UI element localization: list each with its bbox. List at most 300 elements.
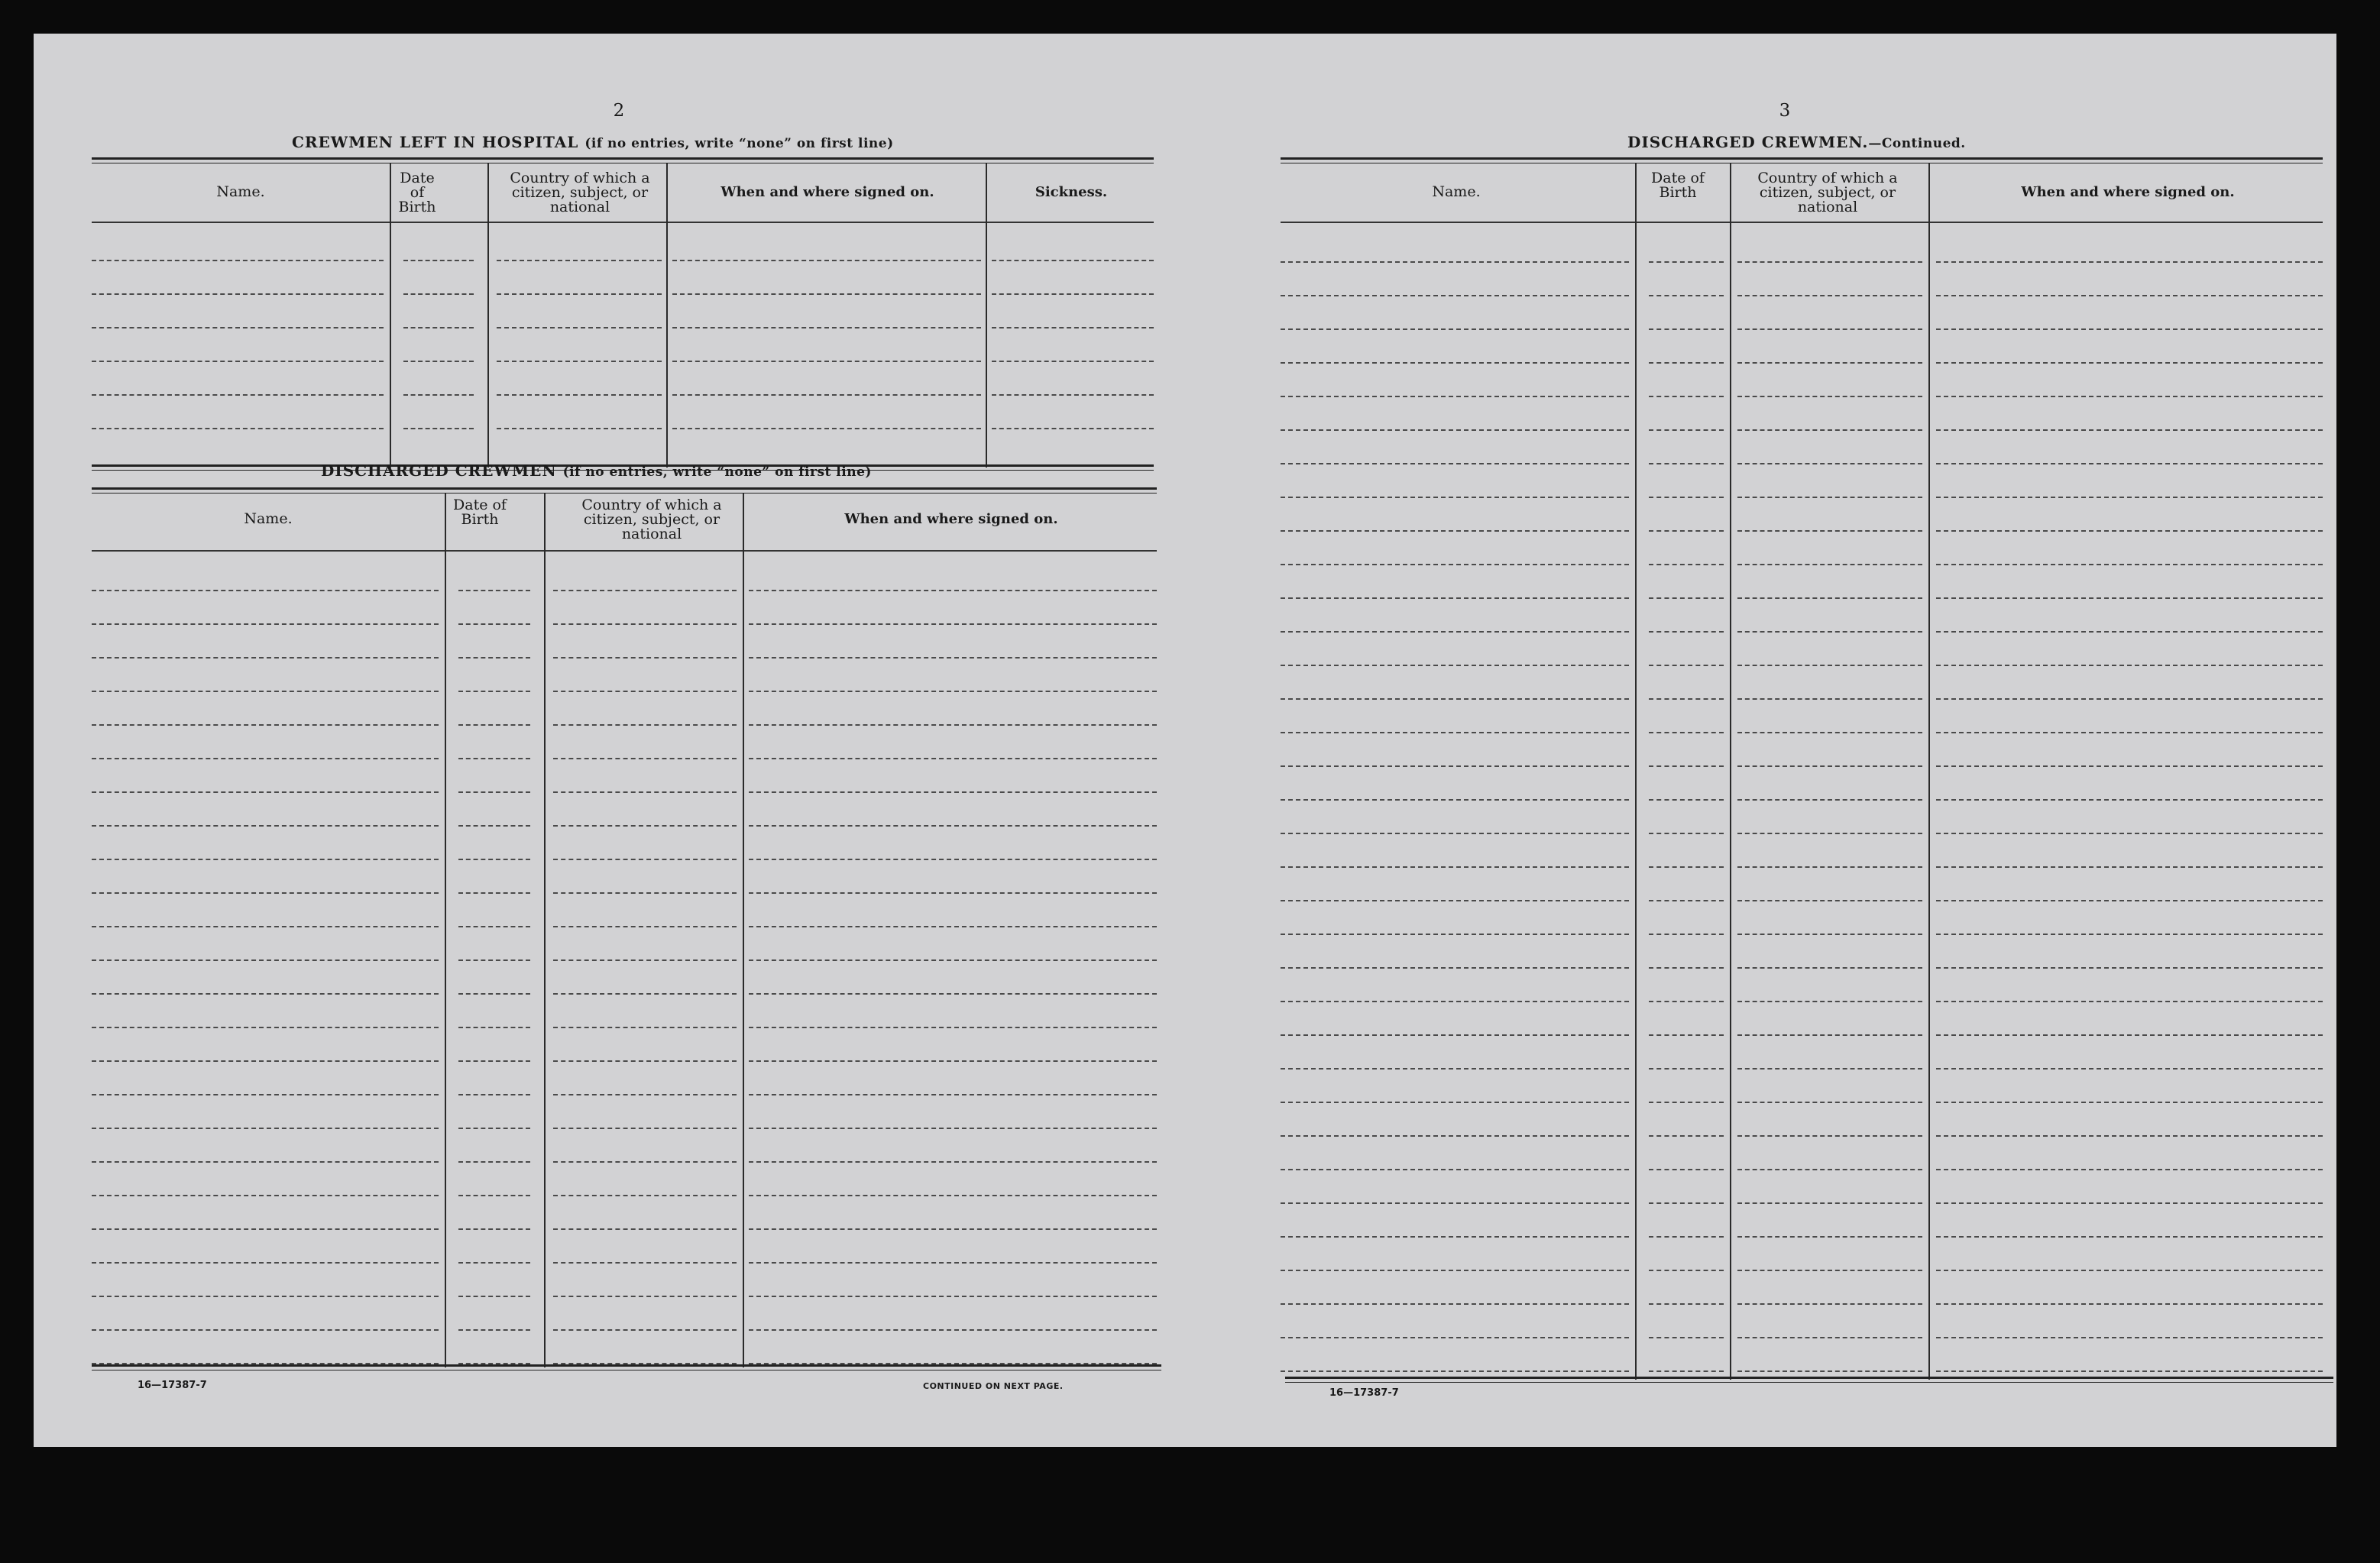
entry-line <box>1649 328 1724 330</box>
entry-line <box>1281 1337 1629 1338</box>
entry-line <box>1649 1370 1724 1372</box>
entry-line <box>1936 295 2323 296</box>
entry-line <box>403 293 474 295</box>
entry-line <box>1649 934 1724 935</box>
discharged-continued-title-main: DISCHARGED CREWMEN. <box>1627 133 1869 151</box>
discharged-header-rule <box>92 550 1157 552</box>
entry-line <box>1649 1202 1724 1204</box>
entry-line <box>92 1027 439 1028</box>
entry-line <box>92 825 439 827</box>
form-code: 16—17387-7 <box>1329 1387 1399 1399</box>
document-sheet <box>34 34 2336 1447</box>
entry-line <box>749 825 1157 827</box>
entry-line <box>1737 1135 1922 1137</box>
hospital-header-sickness: Sickness. <box>1035 184 1108 200</box>
entry-line <box>403 260 474 261</box>
entry-line <box>553 758 737 759</box>
entry-line <box>1737 1102 1922 1103</box>
entry-line <box>458 1094 530 1095</box>
continued-header-name: Name. <box>1432 183 1481 200</box>
continued-header-dob: Date of Birth <box>1651 170 1705 201</box>
entry-line <box>1649 665 1724 666</box>
entry-line <box>749 1228 1157 1230</box>
entry-line <box>1737 1169 1922 1170</box>
entry-line <box>497 327 662 328</box>
entry-line <box>1936 1370 2323 1372</box>
entry-line <box>992 327 1154 328</box>
entry-line <box>1649 1236 1724 1238</box>
entry-line <box>92 361 384 362</box>
entry-line <box>458 825 530 827</box>
entry-line <box>1737 1001 1922 1002</box>
entry-line <box>553 791 737 793</box>
entry-line <box>1737 765 1922 767</box>
hospital-col-divider-4 <box>986 163 987 468</box>
entry-line <box>553 1228 737 1230</box>
entry-line <box>1936 261 2323 263</box>
entry-line <box>458 1296 530 1297</box>
discharged-title-note: (if no entries, write “none” on first line) <box>562 464 872 480</box>
entry-line <box>1936 497 2323 498</box>
discharged-continued-title <box>1627 133 1966 151</box>
entry-line <box>1936 1034 2323 1036</box>
entry-line <box>1649 967 1724 969</box>
entry-line <box>458 724 530 726</box>
entry-line <box>1936 934 2323 935</box>
entry-line <box>749 926 1157 927</box>
entry-line <box>1281 765 1629 767</box>
entry-line <box>1737 1337 1922 1338</box>
discharged-col-divider-2 <box>544 493 546 1367</box>
entry-line <box>458 959 530 961</box>
entry-line <box>403 394 474 396</box>
discharged-title-main: DISCHARGED CREWMEN <box>321 461 557 480</box>
entry-line <box>749 959 1157 961</box>
entry-line <box>749 1195 1157 1196</box>
entry-line <box>1936 665 2323 666</box>
discharged-top-rule <box>92 487 1157 493</box>
entry-line <box>672 428 981 429</box>
entry-line <box>1737 295 1922 296</box>
entry-line <box>1281 1169 1629 1170</box>
entry-line <box>458 926 530 927</box>
entry-line <box>1649 530 1724 532</box>
entry-line <box>1281 328 1629 330</box>
entry-line <box>749 1060 1157 1062</box>
entry-line <box>1281 564 1629 565</box>
entry-line <box>1281 934 1629 935</box>
entry-line <box>1936 833 2323 834</box>
entry-line <box>749 1329 1157 1331</box>
entry-line <box>458 791 530 793</box>
entry-line <box>1281 1001 1629 1002</box>
hospital-header-country: Country of which a citizen, subject, or national <box>510 170 650 215</box>
entry-line <box>1281 362 1629 364</box>
entry-line <box>1936 765 2323 767</box>
entry-line <box>553 993 737 995</box>
entry-line <box>749 1262 1157 1264</box>
entry-line <box>92 691 439 692</box>
entry-line <box>749 623 1157 625</box>
discharged-bottom-rule <box>92 1364 1161 1370</box>
entry-line <box>672 361 981 362</box>
hospital-col-divider-2 <box>487 163 489 468</box>
entry-line <box>458 623 530 625</box>
entry-line <box>92 428 384 429</box>
entry-line <box>1737 1068 1922 1070</box>
discharged-section-title <box>321 461 872 480</box>
entry-line <box>553 1060 737 1062</box>
entry-line <box>749 1161 1157 1163</box>
entry-line <box>1649 1337 1724 1338</box>
hospital-header-signed: When and where signed on. <box>720 184 934 200</box>
entry-line <box>1649 732 1724 733</box>
entry-line <box>92 260 384 261</box>
entry-line <box>1649 1068 1724 1070</box>
entry-line <box>1649 1034 1724 1036</box>
entry-line <box>1281 866 1629 868</box>
entry-line <box>1649 261 1724 263</box>
entry-line <box>1649 497 1724 498</box>
entry-line <box>92 926 439 927</box>
continued-col-divider-2 <box>1730 163 1731 1380</box>
entry-line <box>553 1161 737 1163</box>
entry-line <box>92 1262 439 1264</box>
entry-line <box>1936 1102 2323 1103</box>
entry-line <box>1936 396 2323 397</box>
entry-line <box>1936 866 2323 868</box>
entry-line <box>553 1296 737 1297</box>
hospital-title-note: (if no entries, write “none” on first line) <box>584 136 894 151</box>
entry-line <box>553 691 737 692</box>
entry-line <box>749 1027 1157 1028</box>
entry-line <box>1936 799 2323 801</box>
entry-line <box>749 892 1157 894</box>
discharged-col-divider-3 <box>743 493 744 1367</box>
entry-line <box>1281 698 1629 700</box>
entry-line <box>1737 1270 1922 1271</box>
entry-line <box>458 691 530 692</box>
discharged-continued-title-suffix: —Continued. <box>1868 136 1966 151</box>
entry-line <box>1737 1303 1922 1305</box>
entry-line <box>1281 1370 1629 1372</box>
entry-line <box>1649 295 1724 296</box>
entry-line <box>92 293 384 295</box>
entry-line <box>1737 362 1922 364</box>
entry-line <box>1737 1236 1922 1238</box>
entry-line <box>458 1262 530 1264</box>
right-page <box>1203 34 2336 1447</box>
entry-line <box>1281 900 1629 901</box>
entry-line <box>672 260 981 261</box>
continued-header-country: Country of which a citizen, subject, or national <box>1757 170 1898 215</box>
entry-line <box>1737 463 1922 464</box>
entry-line <box>1936 1337 2323 1338</box>
entry-line <box>1737 833 1922 834</box>
entry-line <box>497 361 662 362</box>
entry-line <box>1936 1135 2323 1137</box>
entry-line <box>92 1195 439 1196</box>
entry-line <box>1936 1068 2323 1070</box>
entry-line <box>92 1161 439 1163</box>
entry-line <box>553 1329 737 1331</box>
entry-line <box>92 724 439 726</box>
entry-line <box>1936 1236 2323 1238</box>
entry-line <box>1737 261 1922 263</box>
entry-line <box>1281 463 1629 464</box>
entry-line <box>1281 1102 1629 1103</box>
entry-line <box>1936 463 2323 464</box>
entry-line <box>1737 1202 1922 1204</box>
entry-line <box>1281 833 1629 834</box>
entry-line <box>749 859 1157 860</box>
entry-line <box>1649 429 1724 431</box>
entry-line <box>1649 698 1724 700</box>
entry-line <box>553 825 737 827</box>
entry-line <box>1281 295 1629 296</box>
entry-line <box>1649 1169 1724 1170</box>
entry-line <box>1649 1303 1724 1305</box>
discharged-header-signed: When and where signed on. <box>844 511 1058 527</box>
entry-line <box>1936 698 2323 700</box>
entry-line <box>672 293 981 295</box>
form-code: 16—17387-7 <box>138 1380 207 1391</box>
entry-line <box>749 657 1157 659</box>
discharged-col-divider-1 <box>445 493 446 1367</box>
entry-line <box>553 892 737 894</box>
entry-line <box>749 758 1157 759</box>
entry-line <box>92 892 439 894</box>
entry-line <box>749 993 1157 995</box>
entry-line <box>92 1128 439 1129</box>
entry-line <box>458 859 530 860</box>
entry-line <box>992 260 1154 261</box>
entry-line <box>92 859 439 860</box>
hospital-header-name: Name. <box>216 183 265 200</box>
entry-line <box>403 428 474 429</box>
entry-line <box>1649 1135 1724 1137</box>
entry-line <box>1649 1102 1724 1103</box>
entry-line <box>1649 765 1724 767</box>
entry-line <box>1281 631 1629 633</box>
entry-line <box>1936 362 2323 364</box>
entry-line <box>403 361 474 362</box>
discharged-header-name: Name. <box>244 510 293 527</box>
left-page <box>34 34 1203 1447</box>
entry-line <box>1936 1202 2323 1204</box>
entry-line <box>1936 597 2323 599</box>
entry-line <box>92 959 439 961</box>
entry-line <box>497 428 662 429</box>
entry-line <box>1649 597 1724 599</box>
hospital-title-main: CREWMEN LEFT IN HOSPITAL <box>292 133 579 151</box>
entry-line <box>992 428 1154 429</box>
entry-line <box>1737 396 1922 397</box>
entry-line <box>497 394 662 396</box>
entry-line <box>553 1027 737 1028</box>
entry-line <box>749 590 1157 591</box>
hospital-section-title <box>292 133 894 151</box>
entry-line <box>1936 1303 2323 1305</box>
entry-line <box>458 1027 530 1028</box>
entry-line <box>1649 866 1724 868</box>
entry-line <box>1649 799 1724 801</box>
entry-line <box>1737 530 1922 532</box>
entry-line <box>749 724 1157 726</box>
entry-line <box>92 758 439 759</box>
hospital-header-rule <box>92 222 1154 223</box>
entry-line <box>403 327 474 328</box>
entry-line <box>553 623 737 625</box>
hospital-col-divider-1 <box>390 163 391 468</box>
entry-line <box>672 327 981 328</box>
entry-line <box>1737 665 1922 666</box>
entry-line <box>458 590 530 591</box>
entry-line <box>1281 1270 1629 1271</box>
entry-line <box>553 657 737 659</box>
entry-line <box>1649 564 1724 565</box>
entry-line <box>458 1060 530 1062</box>
entry-line <box>458 1228 530 1230</box>
continued-bottom-rule <box>1285 1377 2333 1383</box>
entry-line <box>92 394 384 396</box>
entry-line <box>1737 328 1922 330</box>
entry-line <box>1649 631 1724 633</box>
entry-line <box>92 791 439 793</box>
entry-line <box>1281 665 1629 666</box>
page-number: 3 <box>1779 101 1791 121</box>
entry-line <box>1737 564 1922 565</box>
entry-line <box>1936 1001 2323 1002</box>
entry-line <box>458 993 530 995</box>
entry-line <box>458 1329 530 1331</box>
entry-line <box>458 657 530 659</box>
entry-line <box>92 327 384 328</box>
entry-line <box>1737 497 1922 498</box>
entry-line <box>1737 1370 1922 1372</box>
entry-line <box>92 1094 439 1095</box>
entry-line <box>497 293 662 295</box>
entry-line <box>1737 934 1922 935</box>
entry-line <box>749 791 1157 793</box>
entry-line <box>1281 1135 1629 1137</box>
entry-line <box>1737 967 1922 969</box>
entry-line <box>1281 429 1629 431</box>
entry-line <box>553 590 737 591</box>
entry-line <box>1936 1169 2323 1170</box>
entry-line <box>1649 1270 1724 1271</box>
entry-line <box>1281 732 1629 733</box>
page-number: 2 <box>613 101 625 121</box>
entry-line <box>553 926 737 927</box>
entry-line <box>749 1128 1157 1129</box>
entry-line <box>1281 597 1629 599</box>
entry-line <box>1281 261 1629 263</box>
continued-note: CONTINUED ON NEXT PAGE. <box>923 1381 1064 1391</box>
entry-line <box>1281 1034 1629 1036</box>
entry-line <box>1649 900 1724 901</box>
entry-line <box>1281 530 1629 532</box>
entry-line <box>1936 564 2323 565</box>
entry-line <box>553 1094 737 1095</box>
hospital-header-dob: Date of Birth <box>398 170 436 215</box>
continued-col-divider-1 <box>1635 163 1637 1380</box>
entry-line <box>1737 597 1922 599</box>
entry-line <box>1737 799 1922 801</box>
entry-line <box>92 1296 439 1297</box>
entry-line <box>1936 429 2323 431</box>
discharged-header-dob: Date of Birth <box>453 497 507 528</box>
entry-line <box>92 993 439 995</box>
entry-line <box>1649 362 1724 364</box>
entry-line <box>672 394 981 396</box>
entry-line <box>1936 900 2323 901</box>
entry-line <box>749 1094 1157 1095</box>
entry-line <box>1281 1068 1629 1070</box>
entry-line <box>553 859 737 860</box>
entry-line <box>1281 799 1629 801</box>
entry-line <box>1737 866 1922 868</box>
entry-line <box>1936 967 2323 969</box>
entry-line <box>992 293 1154 295</box>
entry-line <box>553 1195 737 1196</box>
entry-line <box>992 394 1154 396</box>
entry-line <box>1649 396 1724 397</box>
entry-line <box>458 758 530 759</box>
entry-line <box>553 724 737 726</box>
entry-line <box>1281 396 1629 397</box>
entry-line <box>1737 900 1922 901</box>
entry-line <box>458 1128 530 1129</box>
entry-line <box>1936 631 2323 633</box>
entry-line <box>1649 833 1724 834</box>
entry-line <box>1281 1202 1629 1204</box>
entry-line <box>1737 429 1922 431</box>
entry-line <box>1737 732 1922 733</box>
continued-header-signed: When and where signed on. <box>2021 184 2235 200</box>
entry-line <box>1936 1270 2323 1271</box>
entry-line <box>1649 463 1724 464</box>
entry-line <box>1281 1303 1629 1305</box>
entry-line <box>92 1060 439 1062</box>
entry-line <box>1737 631 1922 633</box>
entry-line <box>1281 967 1629 969</box>
entry-line <box>92 590 439 591</box>
continued-col-divider-3 <box>1928 163 1930 1380</box>
entry-line <box>497 260 662 261</box>
entry-line <box>749 1296 1157 1297</box>
entry-line <box>1649 1001 1724 1002</box>
hospital-top-rule <box>92 157 1154 163</box>
entry-line <box>458 1161 530 1163</box>
entry-line <box>1281 497 1629 498</box>
entry-line <box>92 657 439 659</box>
entry-line <box>92 623 439 625</box>
entry-line <box>553 1128 737 1129</box>
entry-line <box>1936 530 2323 532</box>
entry-line <box>992 361 1154 362</box>
discharged-header-country: Country of which a citizen, subject, or national <box>581 497 722 542</box>
entry-line <box>553 1262 737 1264</box>
entry-line <box>458 892 530 894</box>
continued-top-rule <box>1281 157 2323 163</box>
entry-line <box>1281 1236 1629 1238</box>
entry-line <box>92 1228 439 1230</box>
entry-line <box>553 959 737 961</box>
entry-line <box>1936 328 2323 330</box>
entry-line <box>1737 698 1922 700</box>
entry-line <box>749 691 1157 692</box>
